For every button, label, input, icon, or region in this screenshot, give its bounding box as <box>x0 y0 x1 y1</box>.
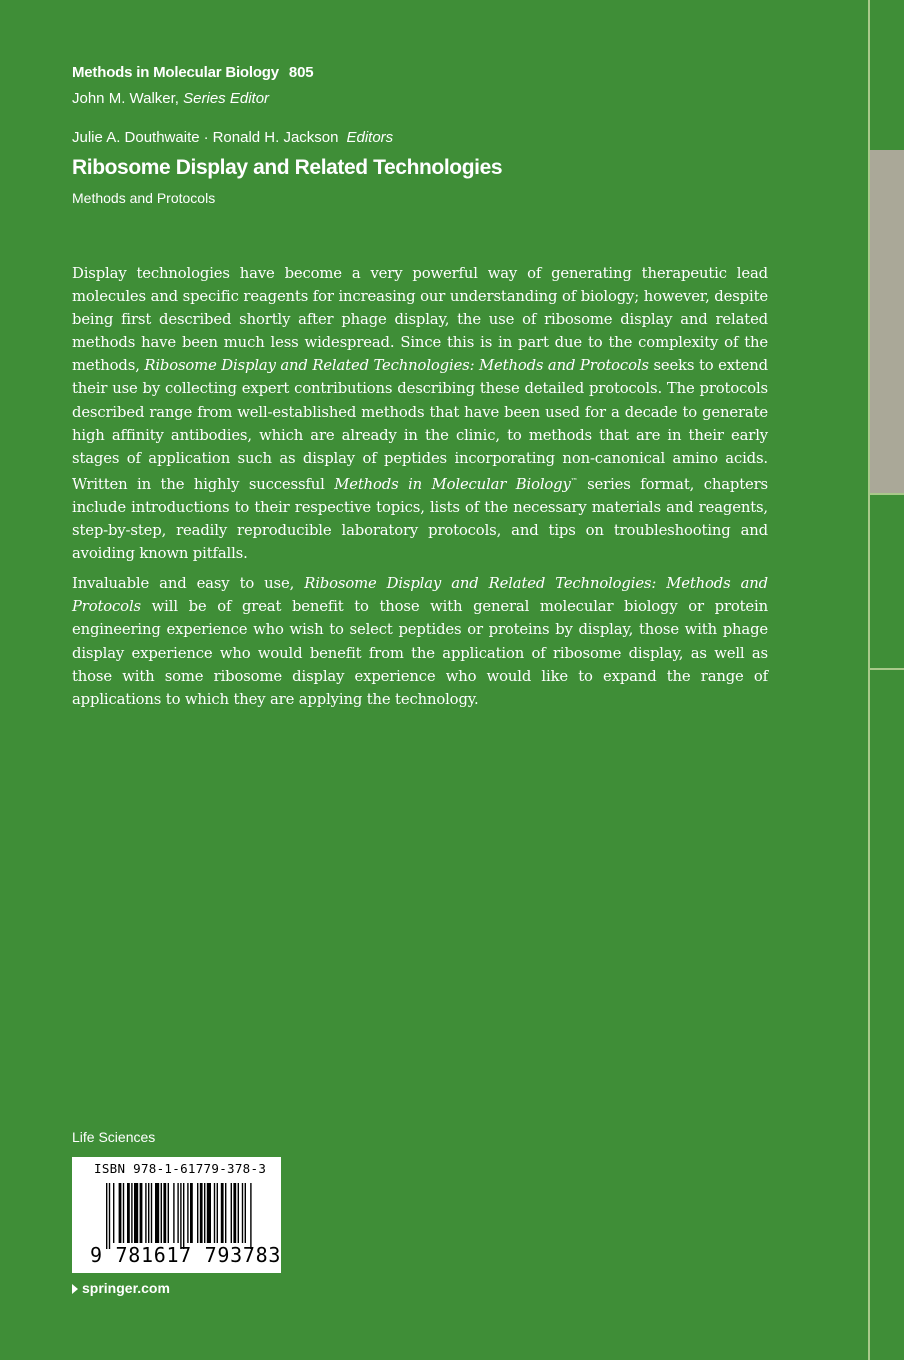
barcode-bar <box>148 1183 149 1243</box>
barcode-bar <box>127 1183 130 1243</box>
series-editor-name: John M. Walker, <box>72 90 184 107</box>
barcode-bar <box>190 1183 193 1243</box>
text-run: seeks to extend their use by collecting expert contributions describing these detailed protocols. The protocols described range from well-established methods that have been used for a decade to generate high affinity antibodies, which are already in the clinic, to methods that are in their early stages of application such as display of peptides incorporating non-canonical amino acids. Written in the highly successful <box>72 357 768 493</box>
series-editor-line <box>72 90 269 107</box>
barcode-bar <box>217 1183 218 1243</box>
text-run: series format, chapters include introductions to their respective topics, lists of the necessary materials and reagents, step-by-step, readily reproducible laboratory protocols, and tips on troubleshooting and avoiding known pitfalls. <box>72 475 768 563</box>
barcode-bar <box>140 1183 143 1243</box>
editor-second: Ronald H. Jackson <box>212 129 339 146</box>
barcode-bar <box>163 1183 166 1243</box>
spine-edge-panel <box>870 150 904 493</box>
spine-edge-tick <box>870 493 904 495</box>
barcode-bar <box>204 1183 205 1243</box>
book-title-italic: Ribosome Display and Related Technologies: Methods and Protocols <box>72 575 768 616</box>
barcode-bar <box>155 1183 159 1243</box>
barcode-bar <box>161 1183 162 1243</box>
description-paragraph-2 <box>72 572 768 711</box>
book-title-italic: Ribosome Display and Related Technologies: Methods and Protocols <box>144 357 649 375</box>
barcode-bar <box>187 1183 188 1243</box>
editor-separator: · <box>203 129 209 146</box>
text-run: will be of great benefit to those with general molecular biology or protein engineering experience who wish to select peptides or proteins by display, those with phage display experience who would benefit from the application of ribosome display, as well as those with some ribosome display experience who would like to expand the range of applications to which they are applying the technology. <box>72 598 768 708</box>
series-editor-role: Series Editor <box>183 90 270 107</box>
barcode-digits: 9 781617 793783 <box>90 1243 282 1267</box>
editors-label: Editors <box>346 129 394 146</box>
barcode-bar <box>168 1183 169 1243</box>
barcode-bar <box>225 1183 226 1243</box>
description <box>72 262 768 718</box>
text-run: Display technologies have become a very powerful way of generating therapeutic lead molecules and specific reagents for increasing our understanding of biology; however, despite being first described shortly after phage display, the use of ribosome display and related methods have been much less widespread. Since this is in part due to the complexity of the methods, <box>72 265 768 375</box>
text-run: Invaluable and easy to use, <box>72 575 305 593</box>
series-name: Methods in Molecular Biology <box>72 64 279 81</box>
barcode-bar <box>119 1183 122 1243</box>
trademark-mark: ™ <box>570 476 578 485</box>
editors-line <box>72 129 393 146</box>
book-title: Ribosome Display and Related Technologies <box>72 156 503 179</box>
barcode-bar <box>131 1183 132 1243</box>
barcode-bar <box>109 1183 110 1249</box>
book-subtitle: Methods and Protocols <box>72 190 216 206</box>
barcode-bar <box>197 1183 198 1243</box>
spine-edge-tick <box>870 668 904 670</box>
barcode-bar <box>173 1183 174 1243</box>
isbn-barcode <box>72 1157 281 1273</box>
barcode-bar <box>214 1183 215 1243</box>
subject-category: Life Sciences <box>72 1129 156 1145</box>
series-number: 805 <box>288 64 314 81</box>
barcode-bar <box>180 1183 181 1249</box>
barcode-bar <box>250 1183 251 1249</box>
series-title-italic: Methods in Molecular Biology <box>334 475 571 493</box>
series-line <box>72 64 313 81</box>
barcode-bar <box>134 1183 138 1243</box>
editor-first: Julie A. Douthwaite <box>72 129 200 146</box>
website-text: springer.com <box>82 1280 170 1296</box>
barcode-bar <box>113 1183 114 1243</box>
barcode-bar <box>123 1183 124 1243</box>
barcode-bar <box>207 1183 211 1243</box>
description-paragraph-1 <box>72 262 768 565</box>
barcode-bar <box>231 1183 232 1243</box>
isbn-label: ISBN 978-1-61779-378-3 <box>94 1161 267 1176</box>
barcode-bar <box>238 1183 239 1243</box>
barcode-bar <box>245 1183 246 1243</box>
barcode-bar <box>221 1183 224 1243</box>
barcode-bar <box>200 1183 203 1243</box>
barcode-bar <box>145 1183 146 1243</box>
arrow-right-icon <box>72 1284 78 1294</box>
website-link[interactable] <box>72 1280 170 1296</box>
barcode-bar <box>233 1183 236 1243</box>
barcode-bar <box>242 1183 243 1243</box>
barcode-bar <box>183 1183 184 1249</box>
barcode-bar <box>151 1183 152 1243</box>
barcode-bar <box>106 1183 107 1249</box>
barcode-bar <box>177 1183 178 1243</box>
